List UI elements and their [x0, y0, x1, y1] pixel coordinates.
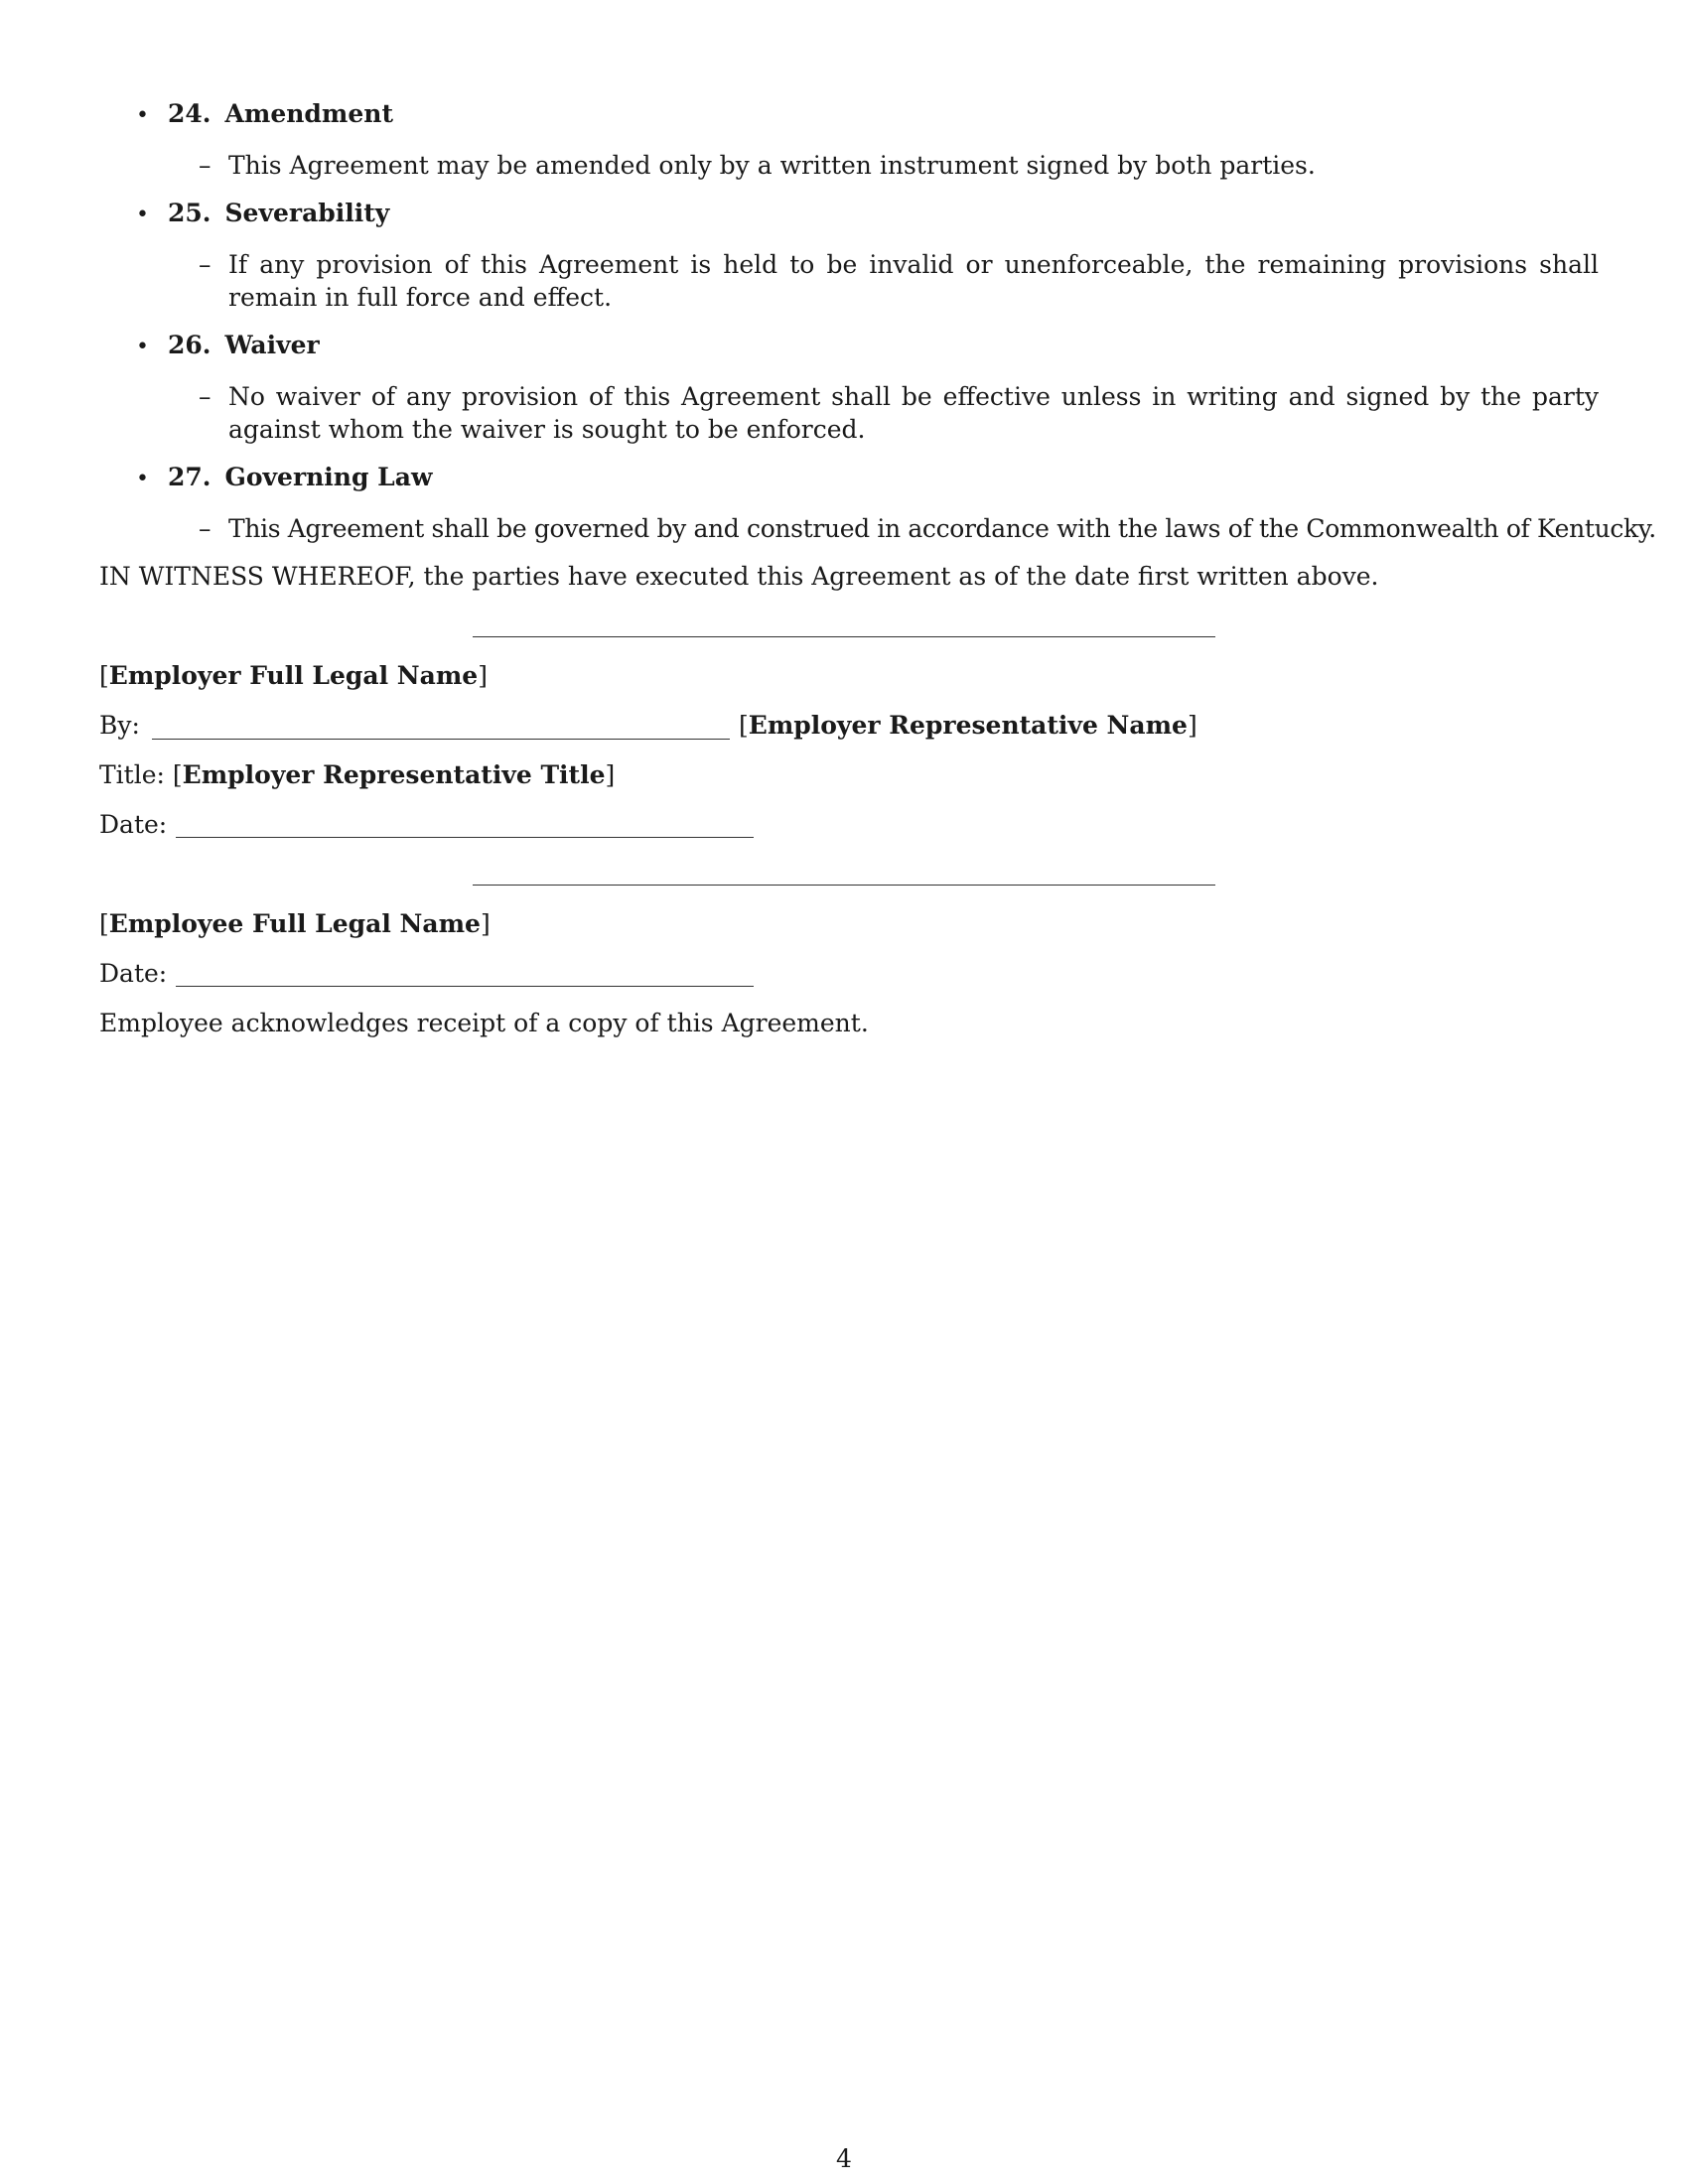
employer-date-field[interactable] — [176, 837, 754, 838]
section-body — [199, 149, 1599, 182]
section-text: No waiver of any provision of this Agreement shall be effective unless in writing and signed by the party against whom the waiver is sought to be enforced. — [228, 382, 1599, 444]
section-text: If any provision of this Agreement is held to be invalid or unenforceable, the remaining provisions shall remain in full force and effect. — [228, 250, 1599, 312]
section-text: This Agreement shall be governed by and construed in accordance with the laws of the Commonwealth of Kentucky. — [228, 514, 1656, 543]
section-heading — [136, 99, 393, 128]
employer-name-line — [99, 661, 488, 690]
title-label: Title: — [99, 760, 165, 789]
dash-icon: – — [199, 250, 211, 279]
bracket-open: [ — [172, 760, 183, 789]
employee-date-label: Date: — [99, 959, 168, 988]
witness-statement: IN WITNESS WHEREOF, the parties have executed this Agreement as of the date first written above. — [99, 562, 1379, 591]
section-heading — [136, 463, 432, 491]
by-label: By: — [99, 711, 140, 740]
bracket-close: ] — [480, 909, 491, 938]
bracket-close: ] — [605, 760, 616, 789]
employee-name-line — [99, 909, 491, 938]
dash-icon: – — [199, 151, 211, 180]
employer-rep-title: Employer Representative Title — [182, 760, 606, 789]
section-heading — [136, 331, 320, 359]
dash-icon: – — [199, 514, 211, 543]
section-title: Governing Law — [224, 463, 433, 491]
section-title: Severability — [224, 199, 390, 227]
bullet-icon: • — [136, 335, 149, 359]
page-number: 4 — [836, 2144, 852, 2173]
employer-date-label: Date: — [99, 810, 168, 839]
section-text: This Agreement may be amended only by a written instrument signed by both parties. — [228, 151, 1316, 180]
employer-name: Employer Full Legal Name — [108, 661, 479, 690]
bullet-icon: • — [136, 467, 149, 491]
section-body — [199, 248, 1599, 314]
bullet-icon: • — [136, 103, 149, 128]
section-number: 26. — [168, 331, 211, 359]
employee-date-field[interactable] — [176, 986, 754, 987]
employee-name: Employee Full Legal Name — [108, 909, 481, 938]
bullet-icon: • — [136, 203, 149, 227]
bracket-close: ] — [1187, 711, 1197, 740]
bracket-open: [ — [739, 711, 749, 740]
section-number: 24. — [168, 99, 211, 128]
dash-icon: – — [199, 382, 211, 411]
by-signature-field[interactable] — [152, 739, 730, 740]
employee-signature-line[interactable] — [473, 885, 1215, 886]
employer-rep-name-line — [739, 711, 1197, 740]
bracket-close: ] — [478, 661, 488, 690]
section-body — [199, 380, 1599, 446]
employer-rep-name: Employer Representative Name — [748, 711, 1188, 740]
section-number: 27. — [168, 463, 211, 491]
section-number: 25. — [168, 199, 211, 227]
section-heading — [136, 199, 389, 227]
section-body — [199, 512, 1656, 545]
bracket-open: [ — [99, 661, 109, 690]
employer-title-line — [99, 760, 615, 789]
section-title: Waiver — [224, 331, 320, 359]
section-title: Amendment — [224, 99, 393, 128]
employer-signature-line[interactable] — [473, 636, 1215, 637]
bracket-open: [ — [99, 909, 109, 938]
acknowledgement-text: Employee acknowledges receipt of a copy of this Agreement. — [99, 1009, 869, 1037]
